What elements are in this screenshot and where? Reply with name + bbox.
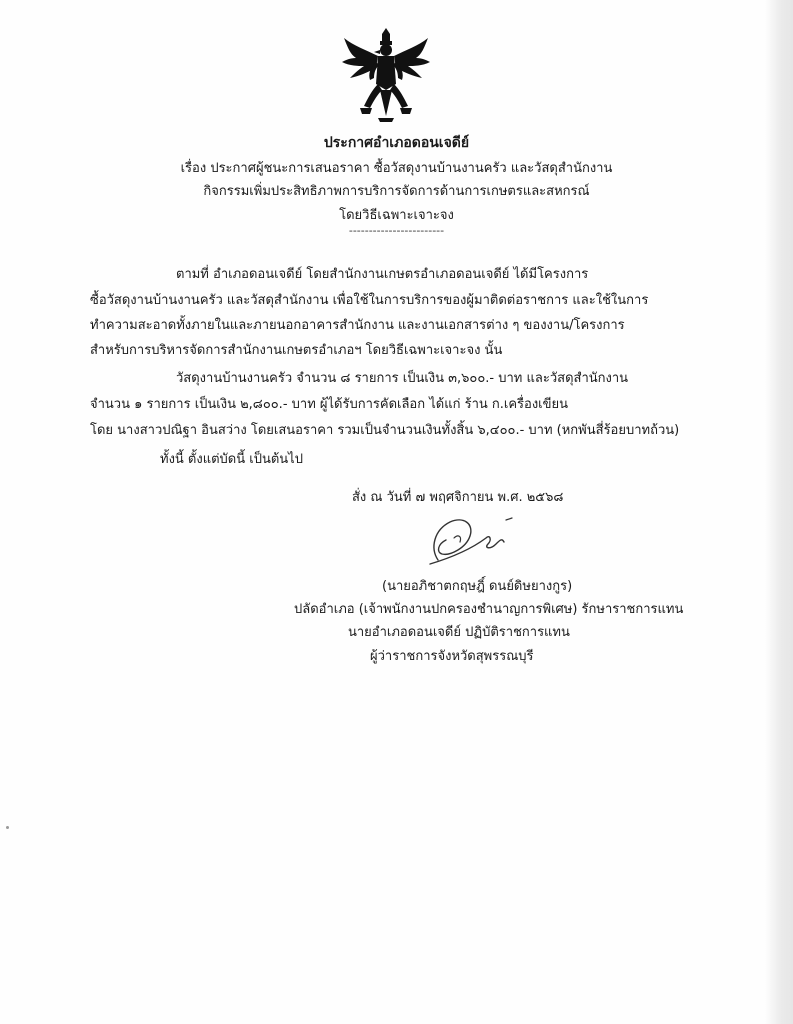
signatory-position-2: นายอำเภอดอนเจดีย์ ปฏิบัติราชการแทน: [348, 625, 570, 640]
handwritten-signature: [420, 508, 540, 574]
paragraph-1-line-4: สำหรับการบริหารจัดการสำนักงานเกษตรอำเภอฯ โดยวิธีเฉพาะเจาะจง นั้น: [90, 343, 503, 358]
subject-line-2: กิจกรรมเพิ่มประสิทธิภาพการบริการจัดการด้านการเกษตรและสหกรณ์: [203, 184, 590, 199]
paragraph-2-line-2: จำนวน ๑ รายการ เป็นเงิน ๒,๘๐๐.- บาท ผู้ได้รับการคัดเลือก ได้แก่ ร้าน ก.เครื่องเขียน: [90, 397, 569, 412]
paragraph-1-line-1: ตามที่ อำเภอดอนเจดีย์ โดยสำนักงานเกษตรอำเภอดอนเจดีย์ ได้มีโครงการ: [176, 267, 589, 282]
garuda-emblem-icon: [338, 28, 434, 124]
paragraph-2-line-1: วัสดุงานบ้านงานครัว จำนวน ๘ รายการ เป็นเงิน ๓,๖๐๐.- บาท และวัสดุสำนักงาน: [176, 371, 629, 386]
subject-line-3: โดยวิธีเฉพาะเจาะจง: [339, 208, 454, 223]
given-date: สั่ง ณ วันที่ ๗ พฤศจิกายน พ.ศ. ๒๕๖๘: [352, 490, 564, 505]
signatory-position-1: ปลัดอำเภอ (เจ้าพนักงานปกครองชำนาญการพิเศษ) รักษาราชการแทน: [294, 602, 684, 617]
paragraph-1-line-3: ทำความสะอาดทั้งภายในและภายนอกอาคารสำนักงาน และงานเอกสารต่าง ๆ ของงาน/โครงการ: [90, 318, 625, 333]
header-divider: ------------------------: [348, 224, 445, 237]
signatory-name: (นายอภิชาตกฤษฎิ์ ดนย์ดิษยางกูร): [382, 579, 573, 594]
paragraph-3: ทั้งนี้ ตั้งแต่บัดนี้ เป็นต้นไป: [160, 452, 303, 467]
subject-line-1: เรื่อง ประกาศผู้ชนะการเสนอราคา ซื้อวัสดุงานบ้านงานครัว และวัสดุสำนักงาน: [180, 161, 613, 176]
paragraph-2-line-3: โดย นางสาวปณิฐา อินสว่าง โดยเสนอราคา รวมเป็นจำนวนเงินทั้งสิ้น ๖,๔๐๐.- บาท (หกพันสี่ร้อยบาทถ้วน): [90, 423, 680, 438]
paragraph-1-line-2: ซื้อวัสดุงานบ้านงานครัว และวัสดุสำนักงาน เพื่อใช้ในการบริการของผู้มาติดต่อราชการ และใช้ในการ: [90, 293, 649, 308]
signatory-position-3: ผู้ว่าราชการจังหวัดสุพรรณบุรี: [370, 649, 534, 664]
scan-speck: [6, 826, 9, 829]
announcement-title: ประกาศอำเภอดอนเจดีย์: [323, 135, 470, 151]
